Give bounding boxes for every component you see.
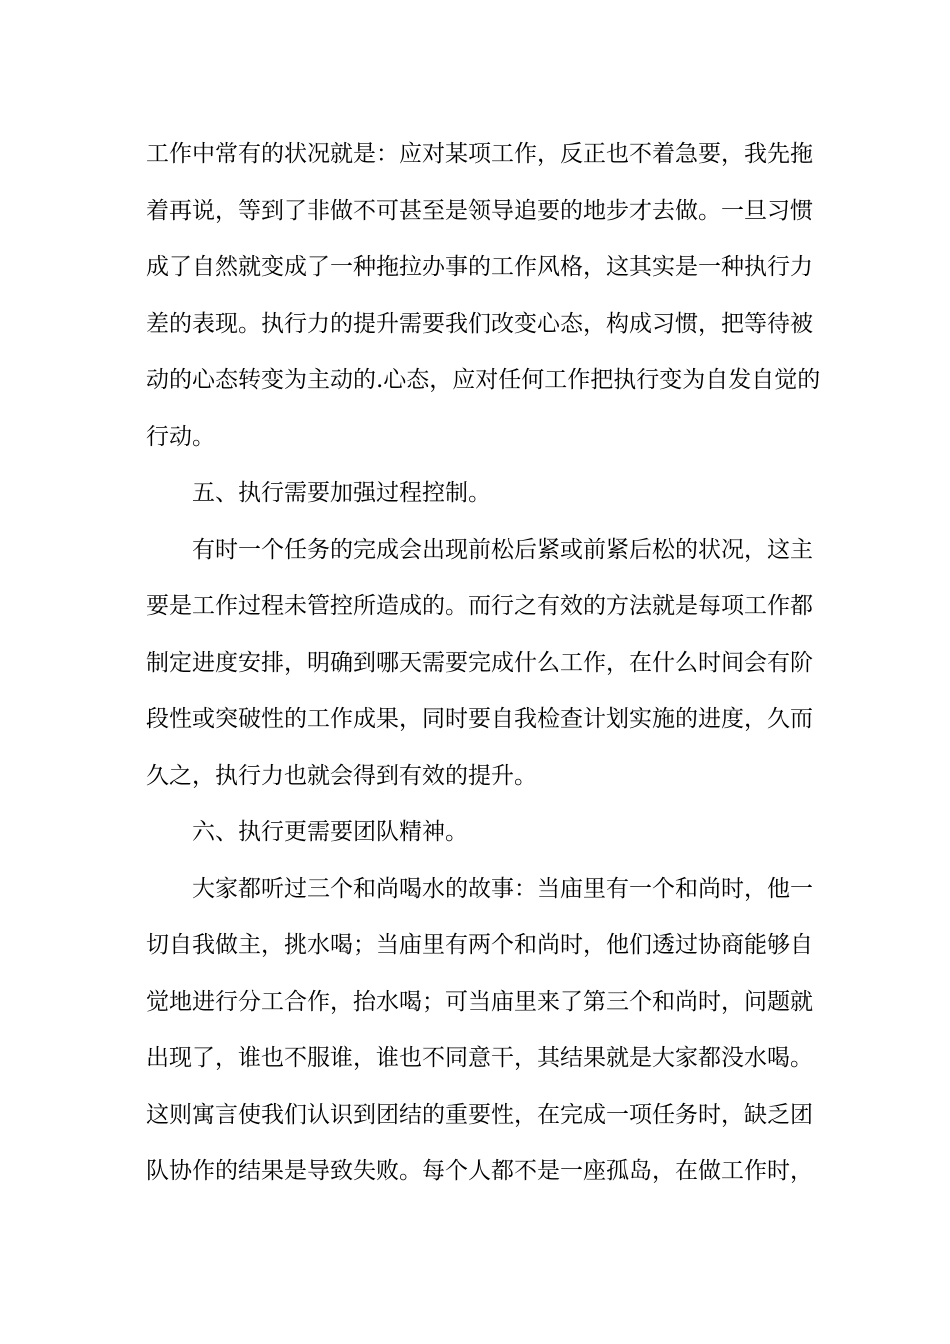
paragraph-line: 有时一个任务的完成会出现前松后紧或前紧后松的状况，这主 bbox=[192, 536, 813, 563]
section-heading: 六、执行更需要团队精神。 bbox=[192, 819, 468, 845]
paragraph-line: 行动。 bbox=[146, 423, 215, 450]
paragraph-line: 要是工作过程未管控所造成的。而行之有效的方法就是每项工作都 bbox=[146, 593, 813, 619]
paragraph-line: 成了自然就变成了一种拖拉办事的工作风格，这其实是一种执行力 bbox=[146, 254, 813, 280]
paragraph-line: 队协作的结果是导致失败。每个人都不是一座孤岛，在做工作时， bbox=[146, 1158, 813, 1184]
paragraph-line: 差的表现。执行力的提升需要我们改变心态，构成习惯，把等待被 bbox=[146, 310, 813, 337]
section-heading: 五、执行需要加强过程控制。 bbox=[192, 480, 491, 506]
paragraph-line: 切自我做主，挑水喝；当庙里有两个和尚时，他们透过协商能够自 bbox=[146, 932, 813, 958]
document-body bbox=[146, 126, 821, 1200]
paragraph-line: 这则寓言使我们认识到团结的重要性，在完成一项任务时，缺乏团 bbox=[146, 1101, 813, 1128]
paragraph-line: 久之，执行力也就会得到有效的提升。 bbox=[146, 762, 537, 789]
paragraph-line: 工作中常有的状况就是：应对某项工作，反正也不着急要，我先拖 bbox=[146, 141, 813, 167]
paragraph-line: 着再说，等到了非做不可甚至是领导追要的地步才去做。一旦习惯 bbox=[146, 197, 813, 224]
paragraph-line: 制定进度安排，明确到哪天需要完成什么工作，在什么时间会有阶 bbox=[146, 649, 813, 676]
paragraph-line: 出现了，谁也不服谁，谁也不同意干，其结果就是大家都没水喝。 bbox=[146, 1045, 813, 1071]
paragraph-line: 觉地进行分工合作，抬水喝；可当庙里来了第三个和尚时，问题就 bbox=[146, 988, 813, 1015]
paragraph-line: 动的心态转变为主动的.心态，应对任何工作把执行变为自发自觉的 bbox=[146, 367, 821, 393]
paragraph-line: 大家都听过三个和尚喝水的故事：当庙里有一个和尚时，他一 bbox=[192, 875, 813, 902]
paragraph-line: 段性或突破性的工作成果，同时要自我检查计划实施的进度，久而 bbox=[146, 706, 813, 732]
